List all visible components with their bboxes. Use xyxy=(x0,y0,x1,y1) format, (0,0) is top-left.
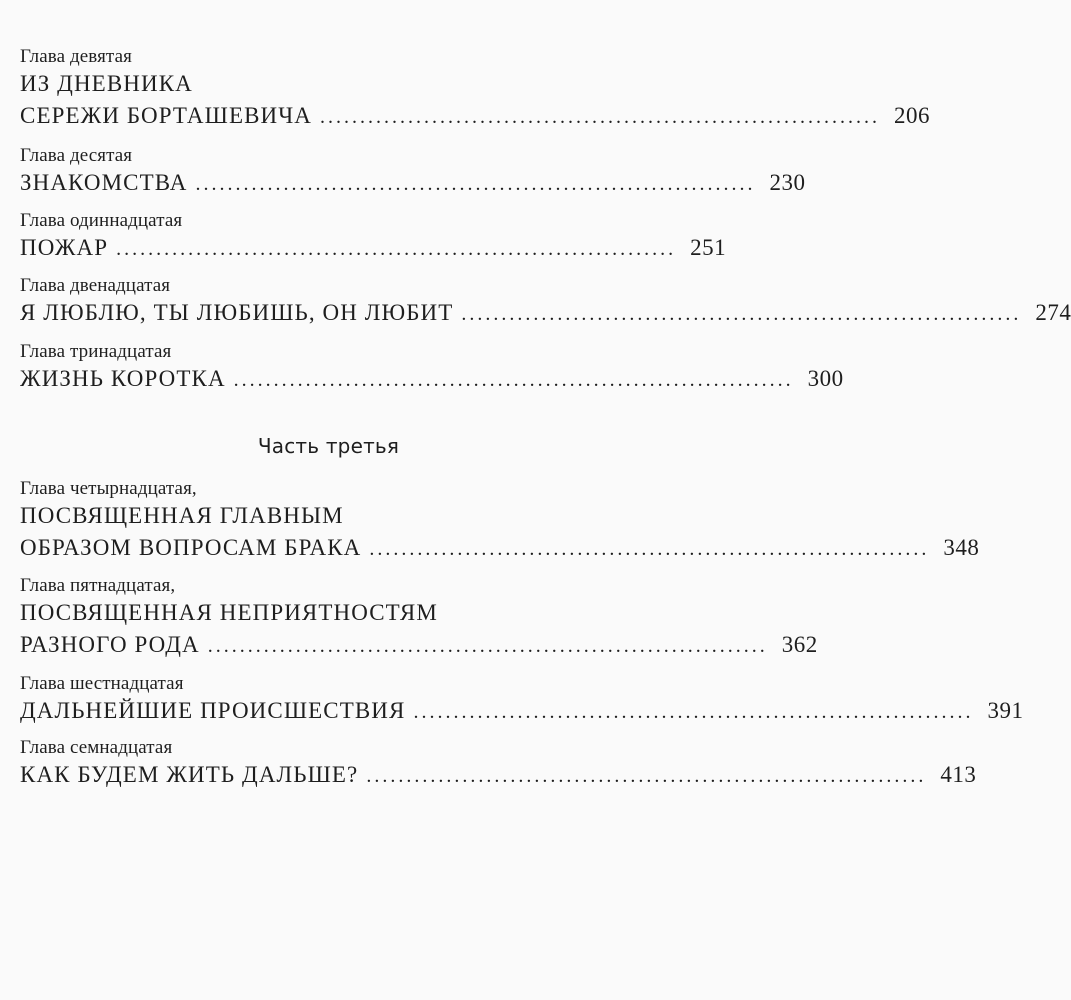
chapter-title: КАК БУДЕМ ЖИТЬ ДАЛЬШЕ? xyxy=(20,762,359,787)
page-number: 391 xyxy=(987,698,1024,723)
page-number: 362 xyxy=(781,632,818,657)
page-number: 206 xyxy=(894,103,931,128)
page-number: 230 xyxy=(769,170,806,195)
chapter-title-line: ПОСВЯЩЕННАЯ НЕПРИЯТНОСТЯМ xyxy=(20,600,438,625)
dot-leader: ...................................................................... xyxy=(369,538,930,560)
dot-leader: ...................................................................... xyxy=(207,635,768,657)
chapter-label: Глава двенадцатая xyxy=(20,275,171,296)
chapter-label: Глава девятая xyxy=(20,46,132,67)
toc-entry-chapter-16[interactable] xyxy=(20,673,1024,728)
chapter-label: Глава десятая xyxy=(20,145,133,166)
chapter-title: ЖИЗНЬ КОРОТКА xyxy=(20,366,226,391)
chapter-title: ЗНАКОМСТВА xyxy=(20,170,188,195)
toc-entry-chapter-10[interactable] xyxy=(20,145,806,200)
chapter-title-row xyxy=(20,167,806,200)
dot-leader: ...................................................................... xyxy=(320,106,881,128)
chapter-title: ДАЛЬНЕЙШИЕ ПРОИСШЕСТВИЯ xyxy=(20,698,406,723)
toc-entry-chapter-9[interactable] xyxy=(20,46,931,133)
chapter-label: Глава шестнадцатая xyxy=(20,673,184,694)
toc-entry-chapter-14[interactable] xyxy=(20,478,980,565)
toc-entry-chapter-11[interactable] xyxy=(20,210,727,265)
chapter-title: ПОЖАР xyxy=(20,235,109,260)
chapter-title-row xyxy=(20,297,1071,330)
dot-leader: ...................................................................... xyxy=(116,238,677,260)
chapter-title-row xyxy=(20,232,727,265)
chapter-label: Глава пятнадцатая, xyxy=(20,575,176,596)
chapter-title-line: ИЗ ДНЕВНИКА xyxy=(20,71,193,96)
dot-leader: ...................................................................... xyxy=(366,765,927,787)
part-heading: Часть третья xyxy=(257,434,400,458)
chapter-label: Глава одиннадцатая xyxy=(20,210,183,231)
chapter-label: Глава тринадцатая xyxy=(20,341,172,362)
chapter-title-row xyxy=(20,532,980,565)
toc-entry-chapter-15[interactable] xyxy=(20,575,818,662)
dot-leader: ...................................................................... xyxy=(413,701,974,723)
dot-leader: ...................................................................... xyxy=(195,173,756,195)
chapter-title-row xyxy=(20,100,931,133)
chapter-title: СЕРЕЖИ БОРТАШЕВИЧА xyxy=(20,103,313,128)
page-number: 413 xyxy=(940,762,977,787)
chapter-title: РАЗНОГО РОДА xyxy=(20,632,200,657)
chapter-title-row xyxy=(20,759,977,792)
page-number: 348 xyxy=(943,535,980,560)
page-number: 274 xyxy=(1035,300,1071,325)
chapter-label: Глава четырнадцатая, xyxy=(20,478,197,499)
chapter-title-row xyxy=(20,695,1024,728)
chapter-label: Глава семнадцатая xyxy=(20,737,173,758)
chapter-title-line: ПОСВЯЩЕННАЯ ГЛАВНЫМ xyxy=(20,503,344,528)
toc-entry-chapter-12[interactable] xyxy=(20,275,1071,330)
chapter-title-row xyxy=(20,629,818,662)
page-number: 251 xyxy=(690,235,727,260)
chapter-title: ОБРАЗОМ ВОПРОСАМ БРАКА xyxy=(20,535,362,560)
toc-entry-chapter-13[interactable] xyxy=(20,341,844,396)
chapter-title-row xyxy=(20,363,844,396)
chapter-title: Я ЛЮБЛЮ, ТЫ ЛЮБИШЬ, ОН ЛЮБИТ xyxy=(20,300,454,325)
toc-entry-chapter-17[interactable] xyxy=(20,737,977,792)
dot-leader: ...................................................................... xyxy=(233,369,794,391)
dot-leader: ...................................................................... xyxy=(461,303,1022,325)
page-number: 300 xyxy=(807,366,844,391)
